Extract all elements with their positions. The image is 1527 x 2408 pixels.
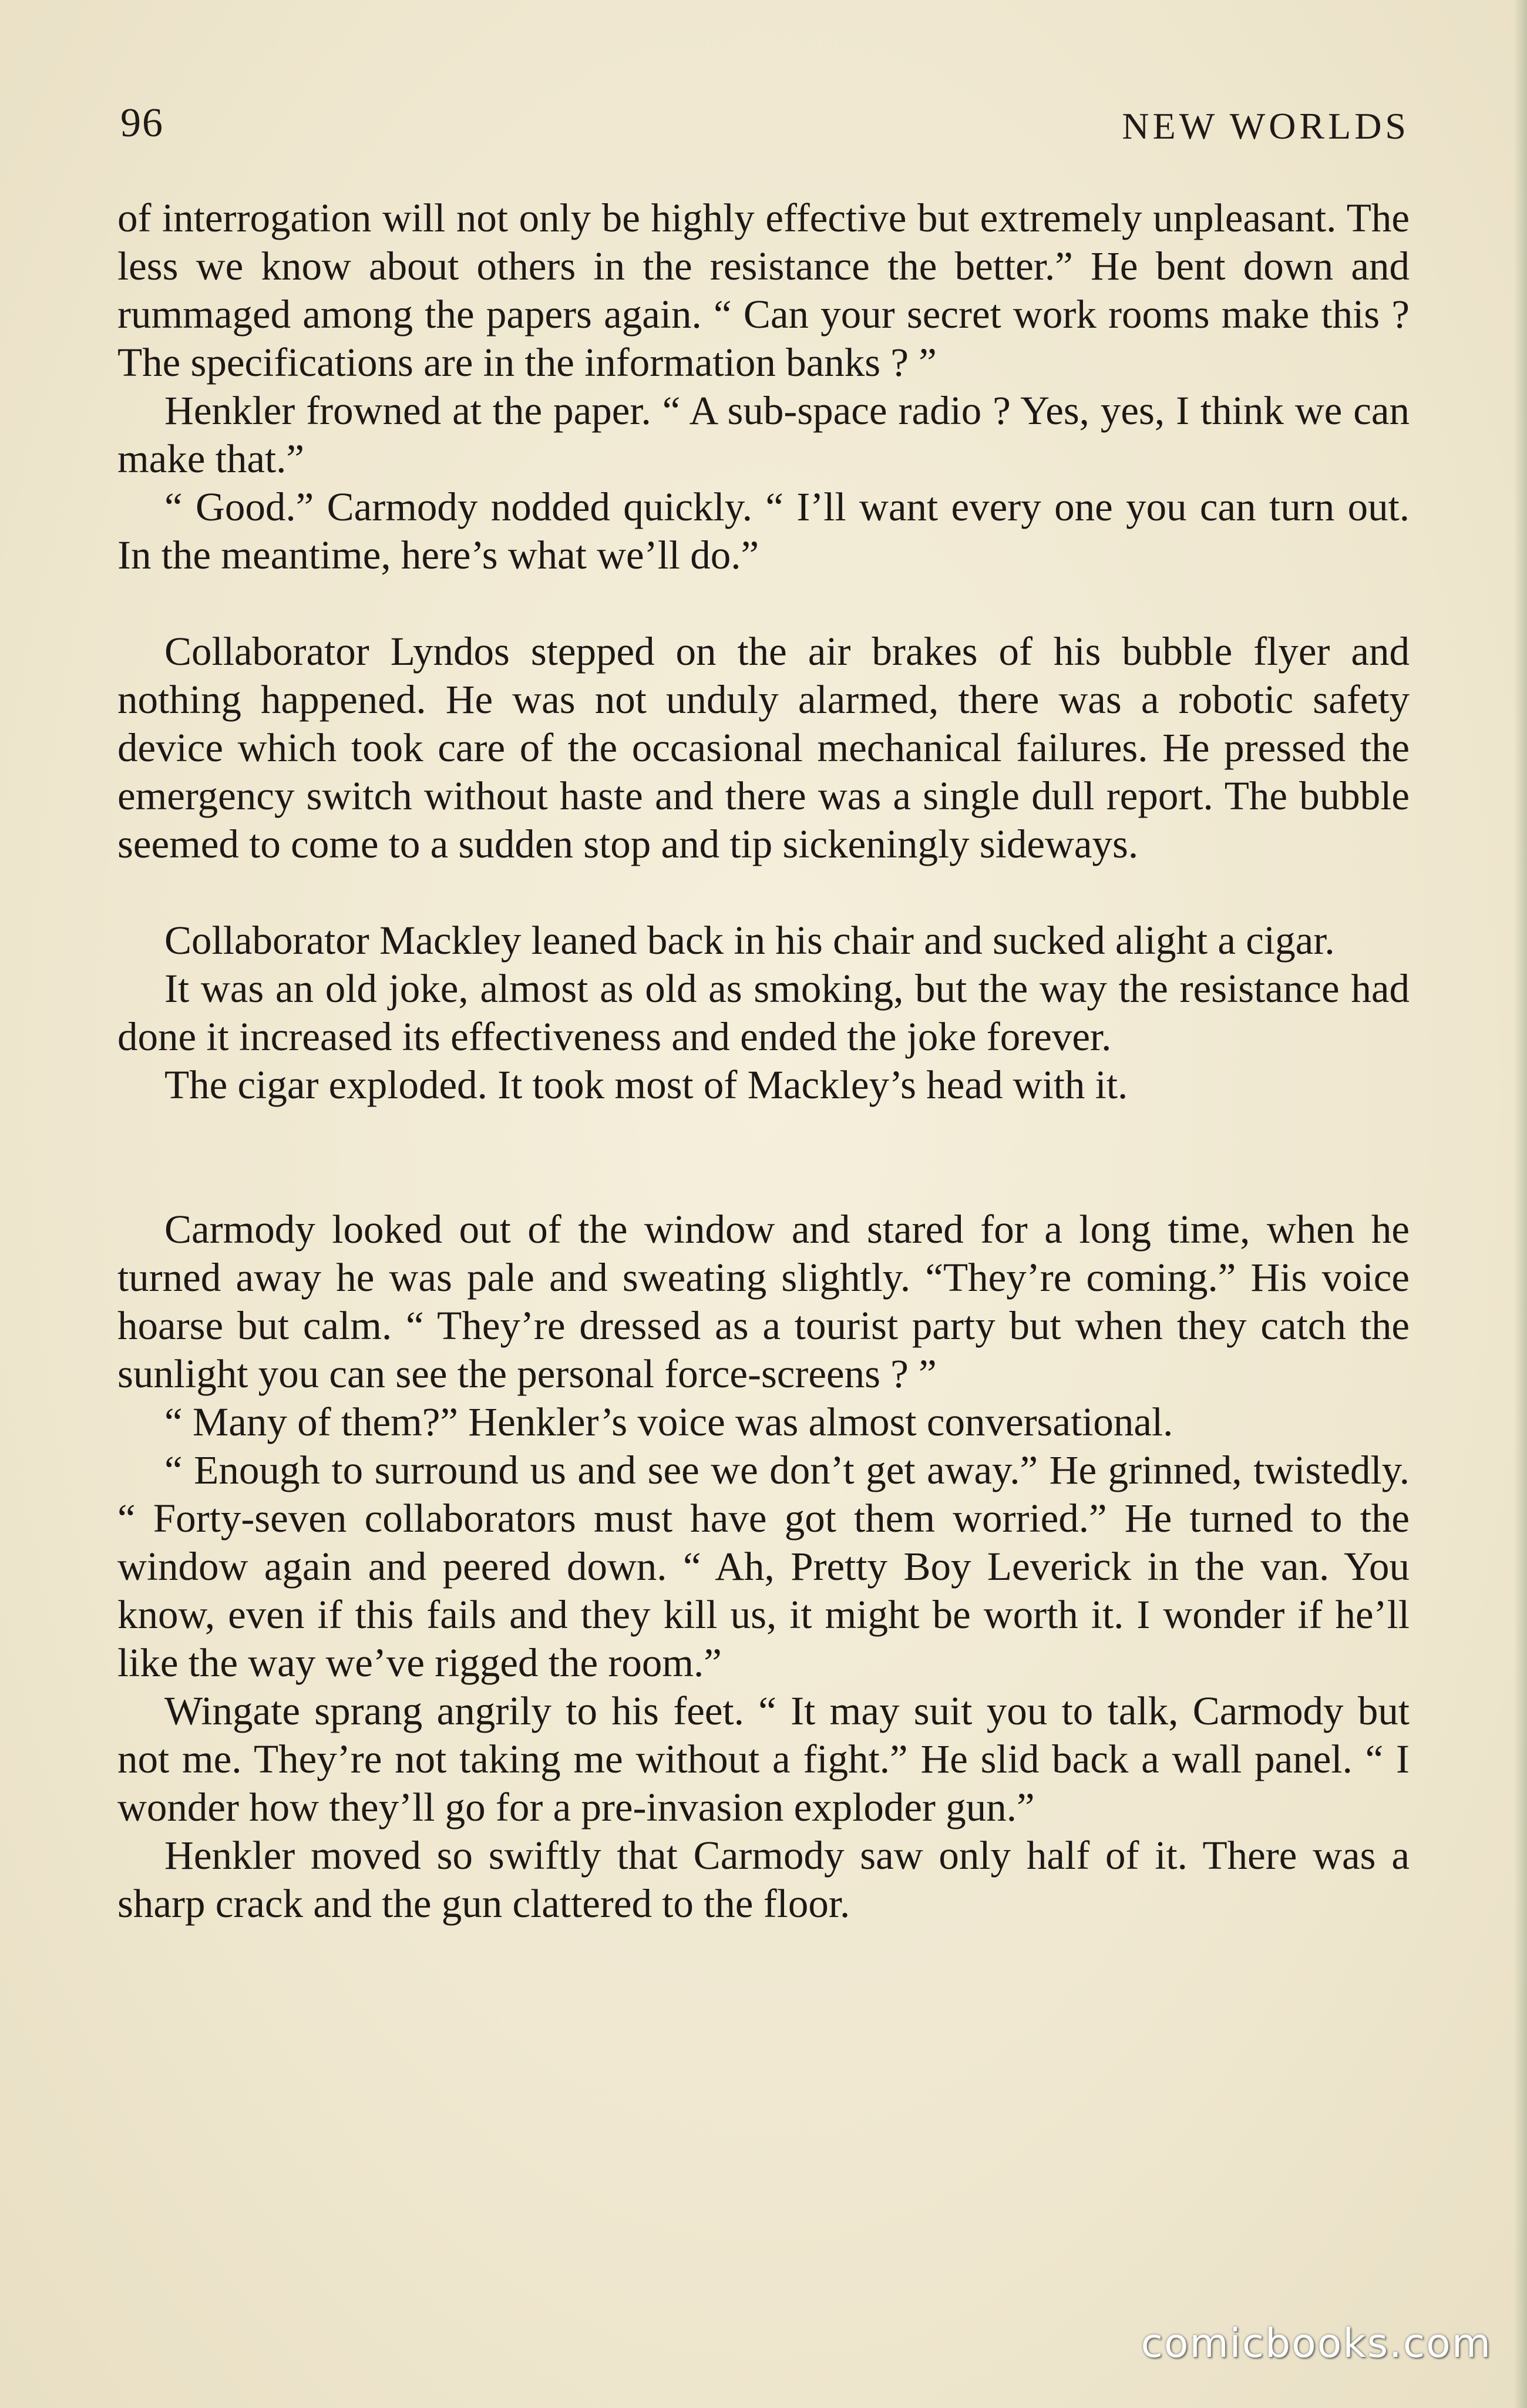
page-number: 96	[120, 100, 164, 146]
section-break	[117, 579, 1410, 627]
paragraph: Henkler moved so swiftly that Carmody saw only half of it. There was a sharp crack and the gun clattered to the floor.	[117, 1833, 1410, 1926]
paragraph: “ Enough to surround us and see we don’t get away.” He grinned, twistedly. “ Forty-seven collaborators must have got them worried.” He turned to the window again and peered down. “ Ah, Pretty Boy Leverick in the van. You know, even if this fails and they kill us, it might be worth it. I wonder if he’ll like the way we’ve rigged the room.”	[117, 1448, 1410, 1685]
paragraph: Collaborator Mackley leaned back in his chair and sucked alight a cigar.	[164, 918, 1335, 963]
paragraph: Carmody looked out of the window and stared for a long time, when he turned away he was pale and sweating slightly. “They’re coming.” His voice hoarse but calm. “ They’re dressed as a tourist party but when they catch the sunlight you can see the personal force-screens ? ”	[117, 1207, 1410, 1396]
body-text	[117, 194, 1410, 1928]
page-edge-shadow	[1514, 0, 1527, 2408]
page-header	[120, 94, 1410, 164]
watermark: comicbooks.com	[1141, 2320, 1492, 2367]
running-head: NEW WORLDS	[1122, 105, 1410, 147]
paragraph: It was an old joke, almost as old as smoking, but the way the resistance had done it increased its effectiveness and ended the joke forever.	[117, 966, 1410, 1059]
paragraph: Wingate sprang angrily to his feet. “ It may suit you to talk, Carmody but not me. They’re not taking me without a fight.” He slid back a wall panel. “ I wonder how they’ll go for a pre-invasion exploder gun.”	[117, 1689, 1410, 1829]
paragraph: of interrogation will not only be highly effective but extremely unpleasant. The less we know about others in the resistance the better.” He bent down and rummaged among the papers again. “ Can your secret work rooms make this ? The specifications are in the information banks ? ”	[117, 196, 1410, 385]
paragraph: “ Good.” Carmody nodded quickly. “ I’ll want every one you can turn out. In the meantime, here’s what we’ll do.”	[117, 485, 1410, 577]
section-break	[117, 1109, 1410, 1205]
paragraph: “ Many of them?” Henkler’s voice was almost conversational.	[164, 1400, 1173, 1444]
paragraph: Collaborator Lyndos stepped on the air brakes of his bubble flyer and nothing happened. He was not unduly alarmed, there was a robotic safety device which took care of the occasional mechanical failures. He pressed the emergency switch without haste and there was a single dull report. The bubble seemed to come to a sudden stop and tip sickeningly sideways.	[117, 629, 1410, 866]
paragraph: Henkler frowned at the paper. “ A sub-space radio ? Yes, yes, I think we can make that.”	[117, 388, 1410, 481]
section-break	[117, 868, 1410, 916]
paragraph: The cigar exploded. It took most of Mackley’s head with it.	[164, 1062, 1128, 1107]
